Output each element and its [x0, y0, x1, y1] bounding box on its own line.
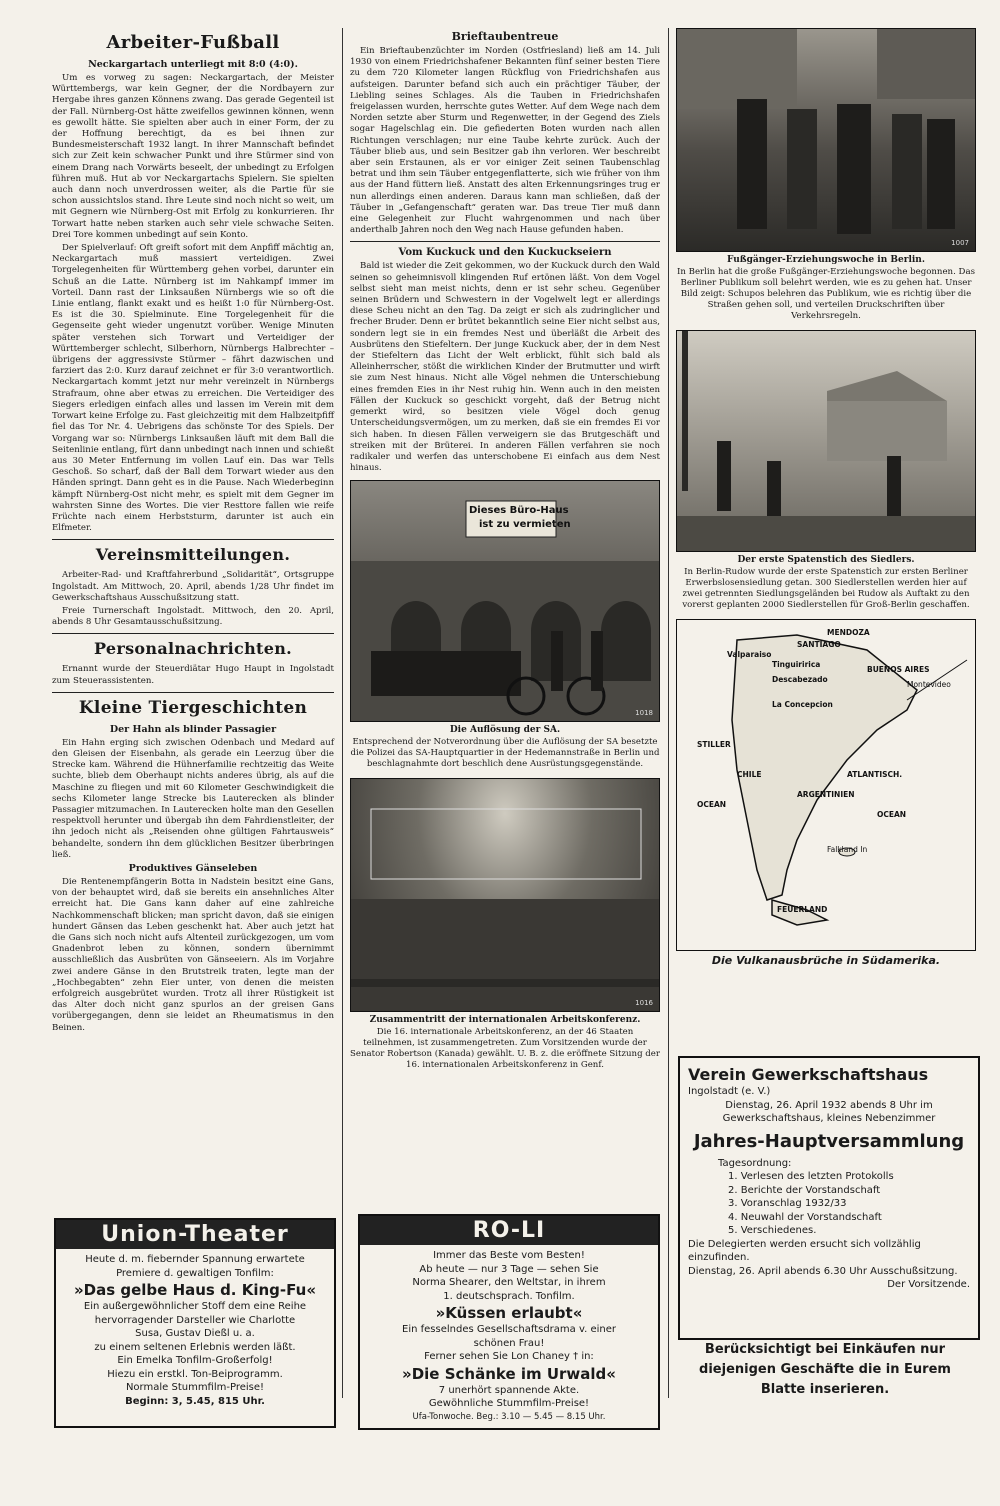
club-news-paragraph-1: Arbeiter-Rad- und Kraftfahrerbund „Solidarität“, Ortsgruppe Ingolstadt. Am Mittwoch, 20. April, abends 1/28 Uhr findet im Gewerkschaftshaus Ausschußsitzung statt.	[52, 570, 334, 603]
pedestrian-photo-text: In Berlin hat die große Fußgänger-Erziehungswoche begonnen. Das Berliner Publikum soll belehrt werden, wie es zu gehen hat. Unser Bild zeigt: Schupos belehren das Publikum, wie es richtig über die Straßen gehen soll, und verteilen Druckschriften über Verkehrsregeln.	[677, 267, 975, 321]
settler-photo-caption: Der erste Spatenstich des Siedlers.	[737, 555, 915, 565]
club-news-paragraph-2: Freie Turnerschaft Ingolstadt. Mittwoch, den 20. April, abends 8 Uhr Gesamtausschußsitzung.	[52, 605, 334, 628]
map-label-mendoza: MENDOZA	[827, 628, 870, 637]
labour-conference-photo	[350, 778, 660, 1012]
map-label-falkland: Falkland In	[827, 845, 868, 854]
agenda-item: 2. Berichte der Vorstandschaft	[728, 1184, 881, 1196]
ad-line: 1. deutschsprach. Tonfilm.	[443, 1290, 575, 1302]
agenda-item: 4. Neuwahl der Vorstandschaft	[728, 1211, 882, 1223]
pigeon-story-text: Ein Brieftaubenzüchter im Norden (Ostfriesland) ließ am 14. Juli 1930 von einem Friedrichshafener Bekannten fünf seiner besten Tiere zu dem 720 Kilometer langen Rückflug von Friedrichshafen aus aufsteigen. Darunter befand sich auch ein prächtiger Täuber, der Liebling seines Schlages. Als die Tauben in Friedrichshafen freigelassen wurden, herrschte gutes Wetter. Auf dem Wege nach dem Norden setzte aber Sturm und Regenwetter, in der Gegend des Ziels sogar Hagelschlag ein. Die gefiederten Boten wurden nach allen Richtungen verschlagen; nur eine Taube kehrte zurück. Auch der Täuber blieb aus, und sein Besitzer gab ihn verloren. Wer beschreibt aber sein Erstaunen, als er vor einiger Zeit seinen Taubenschlag betrat und ihm sein Täuber entgegenflatterte, sich wie früher von ihm aus der Hand füttern ließ. Anstatt des alten Erkennungsringes trug er nun allerdings einen anderen. Daraus kann man schließen, daß der Täuber in „Gefangenschaft“ geraten war. Das treue Tier muß dann eine Gelegenheit zur Flucht wahrgenommen und nach über anderthalb Jahren noch den Weg nach Hause gefunden haben.	[350, 46, 660, 236]
ad-line: Gewerkschaftshaus, kleines Nebenzimmer	[722, 1113, 936, 1124]
map-label-concepcion: La Concepcion	[772, 700, 833, 709]
ad-line: Normale Stummfilm-Preise!	[125, 1382, 265, 1393]
club-news-heading: Vereinsmitteilungen.	[95, 545, 291, 565]
football-heading: Arbeiter-Fußball	[106, 32, 280, 53]
ad-line: Dienstag, 26. April abends 6.30 Uhr Ausschußsitzung.	[688, 1265, 958, 1277]
divider	[52, 692, 334, 693]
map-label-atlantic: ATLANTISCH.	[847, 770, 903, 779]
animal-stories-heading: Kleine Tiergeschichten	[78, 697, 308, 718]
column-right	[676, 28, 976, 969]
divider	[350, 241, 660, 242]
map-label-descabezado: Descabezado	[772, 675, 828, 684]
conference-photo-text: Die 16. internationale Arbeitskonferenz, an der 46 Staaten teilnehmen, ist zusammengetreten. Zum Vorsitzenden wurde der Senator Robertson (Kanada) gewählt. U. B. z. die eröffnete Sitzung der 16. internationalen Arbeitskonferenz in Genf.	[350, 1027, 661, 1071]
union-theater-title: Union-Theater	[56, 1220, 334, 1249]
south-america-map-graphic	[677, 620, 975, 948]
ad-line: Susa, Gustav Dießl u. a.	[135, 1328, 255, 1339]
photo-number: 1007	[951, 239, 969, 247]
map-label-valparaiso: Valparaiso	[727, 650, 772, 659]
settler-photo-text: In Berlin-Rudow wurde der erste Spatenstich zur ersten Berliner Erwerbslosensiedlung getan. 300 Siedlerstellen werden hier auf zwei getrennten Siedlungsgeländen bei Rudow als Auftakt zu den vorerst geplanten 2000 Siedlerstellen für Groß-Berlin geschaffen.	[682, 567, 970, 610]
ad-line: zu einem seltenen Erlebnis werden läßt.	[94, 1341, 296, 1353]
map-label-tinguiririca: Tinguiririca	[772, 660, 821, 669]
map-label-stiller: STILLER	[697, 740, 731, 749]
union-film-title: »Das gelbe Haus d. King-Fu«	[73, 1281, 317, 1299]
roli-film-2: »Die Schänke im Urwald«	[402, 1364, 616, 1383]
map-label-ocean-pacific: OCEAN	[697, 800, 727, 809]
sa-photo-caption: Die Auflösung der SA.	[449, 725, 561, 736]
divider	[52, 633, 334, 634]
map-label-argentinien: ARGENTINIEN	[797, 790, 855, 799]
pedestrian-photo-caption: Fußgänger-Erziehungswoche in Berlin.	[727, 255, 925, 265]
gewerkschaftshaus-ad	[678, 1056, 980, 1340]
animal-story-1-title: Der Hahn als blinder Passagier	[109, 723, 277, 735]
union-theater-ad	[54, 1218, 336, 1428]
agenda-item: 1. Verlesen des letzten Protokolls	[728, 1171, 894, 1182]
ad-line: hervorragender Darsteller wie Charlotte	[94, 1314, 296, 1326]
roli-title: RO-LI	[360, 1216, 658, 1245]
divider	[52, 539, 334, 540]
sa-headquarters-photo-graphic	[351, 481, 660, 721]
ad-line: Immer das Beste vom Besten!	[433, 1250, 585, 1261]
agenda-item: 5. Verschiedenes.	[728, 1225, 817, 1236]
conference-photo-caption: Zusammentritt der internationalen Arbeitskonferenz.	[369, 1015, 641, 1026]
ad-line: 7 unerhört spannende Akte.	[438, 1384, 580, 1396]
sign-line-2: ist zu vermieten	[479, 519, 571, 531]
ad-line: Ferner sehen Sie Lon Chaney † in:	[424, 1351, 594, 1362]
ad-line: Ein fesselndes Gesellschaftsdrama v. einer	[402, 1324, 616, 1335]
map-caption: Die Vulkanausbrüche in Südamerika.	[711, 954, 941, 967]
ad-line: Dienstag, 26. April 1932 abends 8 Uhr im	[725, 1099, 933, 1111]
sa-headquarters-photo	[350, 480, 660, 722]
ad-line: Norma Shearer, den Weltstar, in ihrem	[412, 1277, 606, 1288]
agenda-list	[688, 1170, 970, 1238]
cuckoo-story-heading: Vom Kuckuck und den Kuckuckseiern	[398, 247, 612, 259]
sa-photo-text: Entsprechend der Notverordnung über die Auflösung der SA besetzte die Polizei das SA-Hauptquartier in der Hedemannstraße in Berlin und beschlagnahmte dort beschlich dene Ausrüstungsgegenstände.	[350, 737, 660, 770]
cuckoo-story-text: Bald ist wieder die Zeit gekommen, wo der Kuckuck durch den Wald seinen so geheimnisvoll klingenden Ruf ertönen läßt. Von dem Vogel selbst sieht man meist nichts, denn er ist sehr scheu. Gegenüber seinen Brüdern und Schwestern in der Vogelwelt legt er allerdings diese Scheu nicht an den Tag. Da zeigt er sich als zudringlicher und frecher Bruder. Denn er brütet bekanntlich seine Eier nicht selbst aus, sondern legt sie in ein fremdes Nest und überläßt die Arbeit des Ausbrütens den Stiefeltern. Der junge Kuckuck aber, der in dem Nest der Stiefeltern das Licht der Welt erblickt, fühlt sich bald als Alleinherrscher, stößt die wirklichen Kinder der Brutmutter und wirft sie zum Nest hinaus. Nicht alle Vögel nehmen die Unterschiebung eines fremden Eies in ihr Nest ruhig hin. Wenn auch in den meisten Fällen der Kuckuck so geschickt vorgeht, daß der Betrug nicht gemerkt wird, so besitzen viele Vögel doch genug Unterscheidungsvermögen, um zu merken, daß sie ein fremdes Ei vor sich haben. In diesen Fällen verweigern sie das Brutgeschäft und streiken mit der Brüterei. In anderen Fällen verfahren sie noch radikaler und werfen das unterschobene Ei einfach aus dem Nest hinaus.	[350, 261, 660, 474]
map-label-feuerland: FEUERLAND	[777, 905, 828, 914]
map-label-chile: CHILE	[737, 770, 762, 779]
pedestrian-week-photo-graphic	[677, 29, 976, 251]
ad-line: Premiere d. gewaltigen Tonfilm:	[116, 1267, 274, 1279]
football-subheading: Neckargartach unterliegt mit 8:0 (4:0).	[88, 59, 298, 70]
animal-story-1-text: Ein Hahn erging sich zwischen Odenbach und Medard auf den Gleisen der Eisenbahn, als gerade ein Leerzug über die Strecke kam. Während die Hühnerfamilie rechtzeitig das Weite suchte, blieb dem Oberhaupt nichts anderes übrig, als auf die Maschine zu fliegen und mit 60 Kilometer Geschwindigkeit die sechs Kilometer lange Strecke bis Lauterecken als blinder Passagier mitzumachen. In Lauterecken holte man den Gesellen respektvoll herunter und übergab ihn dem Fahrdienstleiter, der ihn jedoch nicht als „Reisenden ohne gültigen Fahrtausweis“ behandelte, sondern ihn dem glücklichen Besitzer überbringen ließ.	[52, 737, 334, 860]
sign-line-1: Dieses Büro-Haus	[469, 505, 569, 517]
football-paragraph-2: Der Spielverlauf: Oft greift sofort mit dem Anpfiff mächtig an, Neckargartach muß massiert verteidigen. Zwei Torgelegenheiten für Württemberg gehen vorbei, darunter ein Schuß an die Latte. Nürnberg ist im Nahkampf immer im Vorteil. Dann rast der Linksaußen Nürnbergs wie so oft die Linie entlang, flankt exakt und es heißt 1:0 für Nürnberg-Ost. Es ist die 30. Spielminute. Eine Torgelegenheit für die Gegenseite geht wieder ungenutzt vorüber. Wenige Minuten später verstehen sich Torwart und Verteidiger der Württemberger schlecht, Silberhorn, Nürnbergs Halbrechter – übrigens der aggressivste Stürmer – fährt dazwischen und farziert das 2:0. Kurz darauf zeichnet er für 3:0 verantwortlich. Neckargartach kommt jetzt nur mehr vereinzelt in Nürnbergs Strafraum, ohne aber etwas zu erreichen. Die Verteidiger des Siegers erledigen einfach alles und lassen im Verein mit dem Torwart keine Erfolge zu. Fast gleichzeitig mit dem Halbzeitpfiff fiel das Tor Nr. 4. Uebrigens das schönste Tor des Spiels. Der Vorgang war so: Nürnbergs Linksaußen läuft mit dem Ball die Seitenlinie entlang, fürt dann unbedingt nach innen und schießt aus 30 Meter Entfernung im vollen Lauf ein. Das war Tells Geschoß. So scharf, daß der Ball dem Torwart wieder aus den Händen springt. Dann geht es in die Pause. Nach Wiederbeginn kämpft Nürnberg-Ost nicht mehr, es spielt mit dem Gegner im wahrsten Sinne des Wortes. Die vier Resttore fallen wie reife Früchte nach einem Herbststurm, darunter ist auch ein Elfmeter.	[52, 243, 334, 534]
pedestrian-week-photo	[676, 28, 976, 252]
pigeon-story-heading: Brieftaubentreue	[451, 30, 559, 43]
ad-line: Ein außergewöhnlicher Stoff dem eine Reihe	[83, 1301, 307, 1312]
union-show-times: Beginn: 3, 5.45, 815 Uhr.	[125, 1395, 265, 1407]
column-middle	[350, 28, 660, 1073]
ad-line: Hiezu ein erstkl. Ton-Beiprogramm.	[107, 1368, 283, 1380]
football-paragraph-1: Um es vorweg zu sagen: Neckargartach, der Meister Württembergs, war kein Gegner, der die Nordbayern zur Hergabe ihres ganzen Könnens zwang. Das gerade Gegenteil ist der Fall. Nürnberg-Ost hätte zweifellos gewinnen können, wenn es gewollt hätte. Sie spielten aber auch in einer Form, der zu der Hoffnung berechtigt, da es bei ihnen zur Bundesmeisterschaft 1932 langt. In ihrer Mannschaft befindet sich zur Zeit kein schwacher Punkt und ihre Stürmer sind von einem Drang nach Vorwärts beseelt, der unbedingt zu Erfolgen führen muß. Hut ab vor Neckargartachs Spielern. Sie spielten auch dann noch unverdrossen weiter, als die Partie für sie schon aussichtslos stand. Ihre Leute sind noch nicht so weit, um mit Gegnern wie Nürnberg-Ost mit Erfolg zu konkurrieren. Ihr Torwart hatte neben starken auch sehr viele schwache Seiten. Drei Tore kommen unbedingt auf sein Konto.	[52, 73, 334, 240]
column-left	[52, 28, 334, 1036]
annual-meeting-title: Jahres-Hauptversammlung	[693, 1130, 965, 1152]
ad-line: schönen Frau!	[473, 1337, 545, 1349]
gewerkschaftshaus-subtitle: Ingolstadt (e. V.)	[688, 1086, 771, 1097]
map-label-santiago: SANTIAGO	[797, 640, 841, 649]
personal-news-paragraph: Ernannt wurde der Steuerdiätar Hugo Haupt in Ingolstadt zum Steuerassistenten.	[52, 664, 334, 686]
roli-cinema-ad	[358, 1214, 660, 1430]
animal-story-2-title: Produktives Gänseleben	[128, 862, 258, 874]
gewerkschaftshaus-title: Verein Gewerkschaftshaus	[688, 1065, 929, 1084]
column-rule-2	[668, 28, 669, 1398]
ad-line: Die Delegierten werden ersucht sich vollzählig einzufinden.	[688, 1238, 921, 1263]
photo-number: 1016	[635, 999, 653, 1008]
ad-line: Heute d. m. fiebernder Spannung erwartete	[85, 1254, 305, 1265]
map-label-ocean-atlantic: OCEAN	[877, 810, 907, 819]
south-america-map	[676, 619, 976, 951]
roli-film-1: »Küssen erlaubt«	[435, 1304, 583, 1322]
labour-conference-photo-graphic	[351, 779, 660, 1011]
chairman-signature: Der Vorsitzende.	[887, 1279, 970, 1290]
ad-line: Gewöhnliche Stummfilm-Preise!	[428, 1398, 590, 1409]
map-label-montevideo: Montevideo	[907, 680, 951, 689]
photo-number: 1018	[635, 709, 653, 718]
agenda-heading: Tagesordnung:	[718, 1157, 792, 1169]
settler-photo-graphic	[677, 331, 976, 551]
footer-notice: Berücksichtigt bei Einkäufen nur diejenigen Geschäfte die in Eurem Blatte inserieren.	[699, 1342, 951, 1397]
personal-news-heading: Personalnachrichten.	[94, 639, 292, 659]
ad-line: Ab heute — nur 3 Tage — sehen Sie	[419, 1263, 599, 1275]
ad-line: Ein Emelka Tonfilm-Großerfolg!	[117, 1355, 273, 1366]
settler-photo	[676, 330, 976, 552]
roli-show-times: Ufa-Tonwoche. Beg.: 3.10 — 5.45 — 8.15 Uhr.	[412, 1411, 606, 1422]
animal-story-2-text: Die Rentenempfängerin Botta in Nadstein besitzt eine Gans, von der behauptet wird, daß sie bereits ein ansehnliches Alter erreicht hat. Die Gans kann daher auf eine zahlreiche Nachkommenschaft blicken; man spricht davon, daß sie einigen hundert Gänsen das Leben geschenkt hat. Aber auch jetzt hat die Gans sich noch nicht aufs Altenteil zurückgezogen, um vom Gnadenbrot leben zu können, sondern übernimmt ausschließlich das Ausbrüten von Gänseeiern. Als im Vorjahre zwei andere Gänse in den Brutstreik traten, legte man der „Hochbegabten“ zehn Eier unter, von denen die meisten erfolgreich ausgebrütet wurden. Trotz all ihrer Rüstigkeit ist das Alter doch nicht ganz spurlos an der greisen Gans vorübergegangen, denn sie leidet an Rheumatismus in den Beinen.	[52, 876, 334, 1033]
agenda-item: 3. Voranschlag 1932/33	[728, 1198, 847, 1209]
map-label-buenos-aires: BUENOS AIRES	[867, 665, 930, 674]
column-rule-1	[342, 28, 343, 1398]
